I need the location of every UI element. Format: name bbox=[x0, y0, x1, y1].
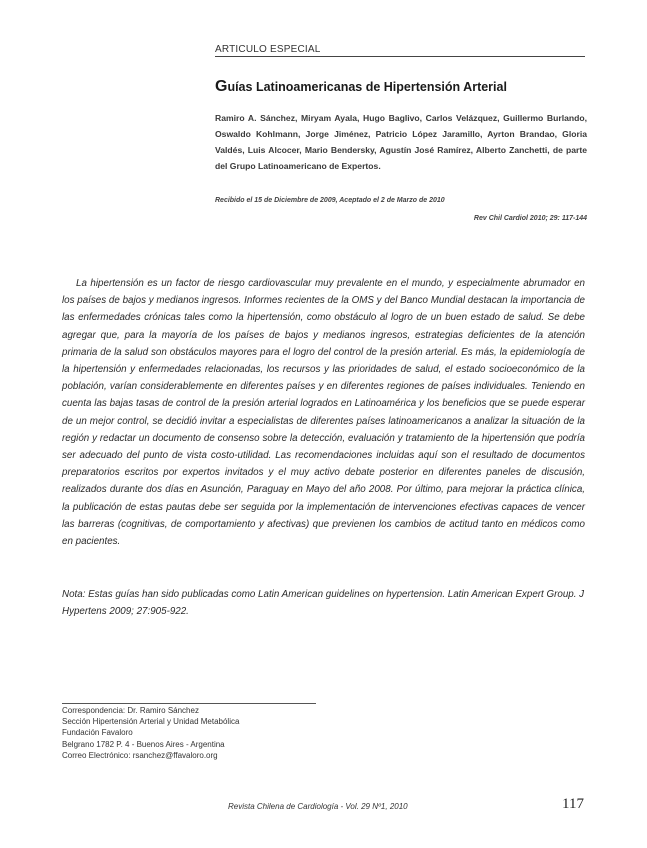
author-list: Ramiro A. Sánchez, Miryam Ayala, Hugo Baglivo, Carlos Velázquez, Guillermo Burlando, Oswaldo Kohlmann, Jorge Jiménez, Patricio López Jaramillo, Ayrton Brandao, Gloria Valdés, Luis Alcocer, Mario Bendersky, Agustín José Ramírez, Alberto Zanchetti, de parte del Grupo Latinoamericano de Expertos. bbox=[215, 113, 587, 171]
page-number: 117 bbox=[562, 796, 584, 812]
footer-journal: Revista Chilena de Cardiología - Vol. 29 Nº1, 2010 bbox=[228, 802, 408, 811]
correspondence-line: Correspondencia: Dr. Ramiro Sánchez bbox=[62, 706, 199, 715]
title-initial: G bbox=[215, 78, 228, 95]
correspondence-line: Sección Hipertensión Arterial y Unidad Metabólica bbox=[62, 717, 240, 727]
received-dates: Recibido el 15 de Diciembre de 2009, Aceptado el 2 de Marzo de 2010 bbox=[215, 197, 445, 204]
correspondence-divider bbox=[62, 703, 316, 704]
publication-note: Nota: Estas guías han sido publicadas como Latin American guidelines on hypertension. Latin American Expert Group. J Hypertens 2009; 27:905-922. bbox=[62, 589, 585, 618]
journal-citation: Rev Chil Cardiol 2010; 29: 117-144 bbox=[473, 215, 587, 222]
section-label: ARTICULO ESPECIAL bbox=[215, 44, 585, 57]
correspondence-email: Correo Electrónico: rsanchez@ffavaloro.org bbox=[62, 750, 218, 760]
correspondence-line: Belgrano 1782 P. 4 - Buenos Aires - Argentina bbox=[62, 739, 225, 749]
article-title bbox=[215, 78, 595, 96]
title-rest: uías Latinoamericanas de Hipertensión Arterial bbox=[227, 80, 507, 94]
abstract-paragraph: La hipertensión es un factor de riesgo cardiovascular muy prevalente en el mundo, y especialmente abrumador en los países de bajos y medianos ingresos. Informes recientes de la OMS y del Banco Mundial destacan la importancia de las enfermedades crónicas tales como la hipertensión, como obstáculo al logro de un buen estado de salud. Se debe agregar que, para la mayoría de los países de bajos y medianos ingresos, estrategias deficientes de la atención primaria de la salud son obstáculos mayores para el logro del control de la presión arterial. Es más, la epidemiología de la hipertensión y enfermedades relacionadas, los recursos y las prioridades de salud, el estado socioeconómico de la población, varían considerablemente en diferentes países y en diferentes regiones de países individuales. Teniendo en cuenta las bajas tasas de control de la presión arterial logrados en Latinoamérica y los beneficios que se puede esperar de un mejor control, se decidió invitar a especialistas de diferentes países latinoamericanos a analizar la situación de la región y redactar un documento de consenso sobre la detección, evaluación y tratamiento de la hipertensión que podría ser adecuado del punto de vista costo-utilidad. Las recomendaciones incluidas aquí son el resultado de documentos preparatorios escritos por expertos invitados y el muy activo debate posterior en diferentes paneles de discusión, realizados durante dos días en Asunción, Paraguay en Mayo del año 2008. Por último, para mejorar la práctica clínica, la publicación de estas pautas debe ser seguida por la implementación de intervenciones efectivas capaces de vencer las barreras (cognitivas, de comportamiento y afectivas) que previenen los cambios de actitud tanto en médicos como en pacientes. bbox=[62, 278, 585, 548]
correspondence-line: Fundación Favaloro bbox=[62, 728, 133, 738]
correspondence-block bbox=[62, 705, 362, 761]
